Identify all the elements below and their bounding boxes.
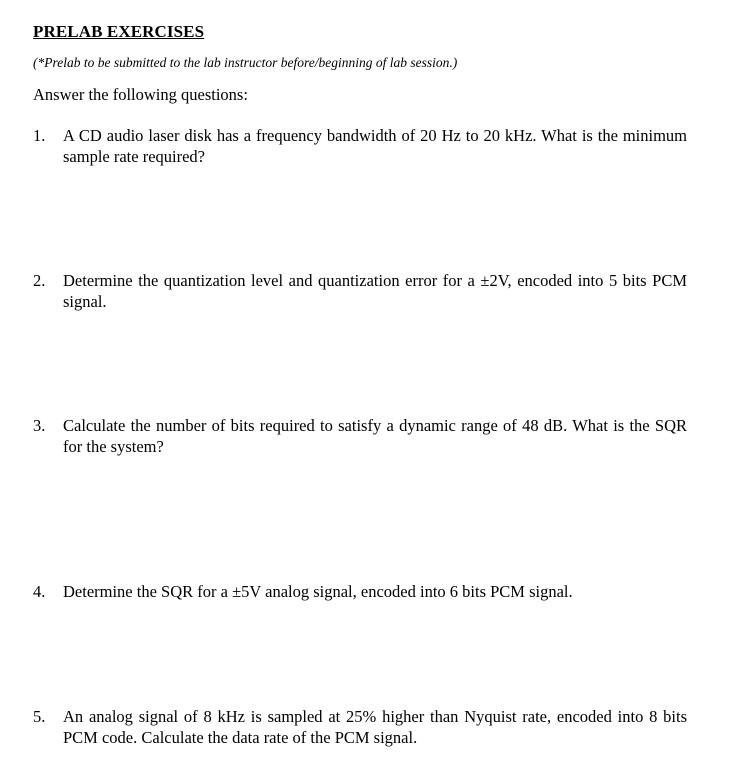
question-text: Determine the quantization level and quantization error for a ±2V, encoded into 5 bits PCM signal. (63, 271, 687, 311)
question-text: An analog signal of 8 kHz is sampled at 25% higher than Nyquist rate, encoded into 8 bits PCM code. Calculate the data rate of the PCM signal. (63, 707, 687, 747)
question-number: 5. (33, 707, 46, 726)
question-text: Determine the SQR for a ±5V analog signal, encoded into 6 bits PCM signal. (63, 582, 573, 601)
instructions-text: Answer the following questions: (33, 85, 248, 104)
question-number: 3. (33, 416, 46, 435)
question-text: Calculate the number of bits required to satisfy a dynamic range of 48 dB. What is the SQR for the system? (63, 416, 687, 456)
question-number: 1. (33, 126, 46, 145)
question-number: 2. (33, 271, 46, 290)
question-number: 4. (33, 582, 46, 601)
submission-note: (*Prelab to be submitted to the lab instructor before/beginning of lab session.) (33, 55, 458, 70)
page-title: PRELAB EXERCISES (33, 22, 205, 41)
question-text: A CD audio laser disk has a frequency bandwidth of 20 Hz to 20 kHz. What is the minimum sample rate required? (63, 126, 687, 166)
